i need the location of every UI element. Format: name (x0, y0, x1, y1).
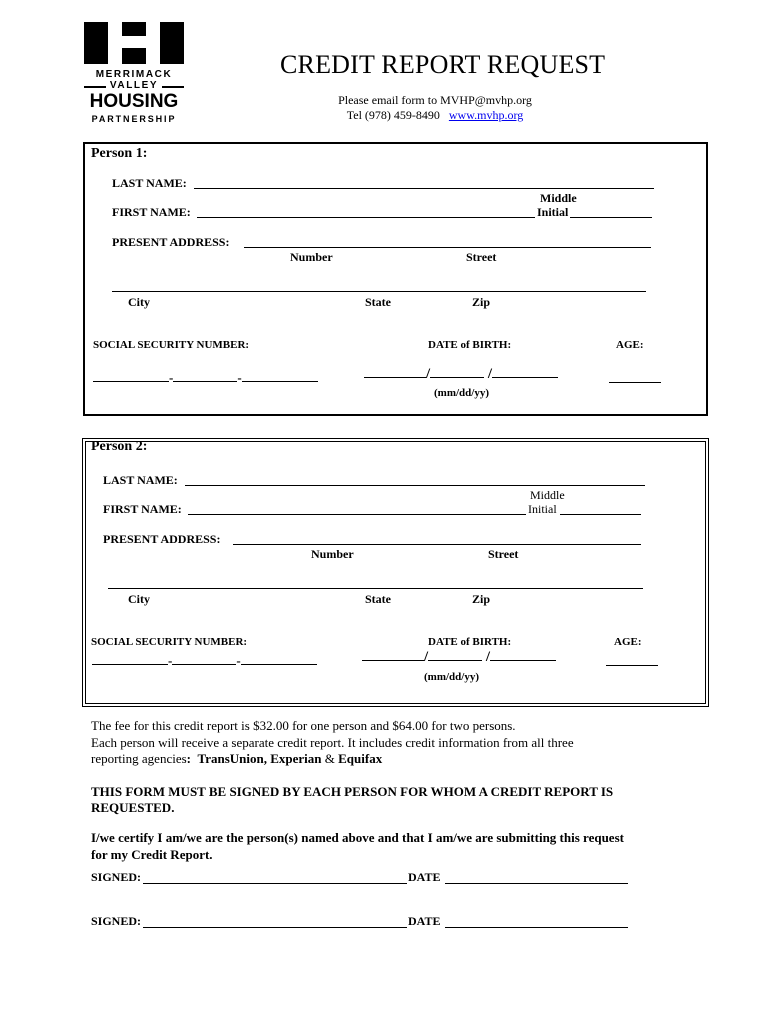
person2-last-name-label: LAST NAME: (103, 473, 178, 487)
contact-email-line: Please email form to MVHP@mvhp.org (338, 93, 532, 107)
person2-state-label: State (365, 592, 391, 606)
person1-ssn-label: SOCIAL SECURITY NUMBER: (93, 339, 250, 351)
person2-middle-label: Middle (530, 488, 565, 502)
fee-line-3: reporting agencies: TransUnion, Experian & Equifax (91, 751, 383, 766)
signature-notice-line-2: REQUESTED. (91, 800, 175, 815)
person1-address-field[interactable] (244, 235, 651, 248)
signature-field-1[interactable] (143, 870, 407, 884)
person1-city-state-zip-field[interactable] (112, 279, 646, 292)
person2-middle-initial-field[interactable] (560, 502, 641, 515)
person1-number-label: Number (290, 250, 333, 264)
person2-city-state-zip-field[interactable] (108, 576, 643, 589)
person2-ssn-field[interactable]: - - (92, 653, 317, 669)
person1-dob-field[interactable]: / / (364, 366, 558, 383)
person2-age-field[interactable] (606, 653, 658, 666)
person2-dob-format: (mm/dd/yy) (424, 671, 479, 683)
person2-dob-label: DATE of BIRTH: (428, 636, 512, 648)
logo-line-housing: HOUSING (89, 91, 179, 112)
person1-first-name-field[interactable] (197, 205, 535, 218)
signed-label-1: SIGNED: (91, 870, 142, 884)
date-field-2[interactable] (445, 914, 628, 928)
person1-state-label: State (365, 295, 391, 309)
person1-present-address-label: PRESENT ADDRESS: (112, 235, 230, 249)
person2-city-label: City (128, 592, 150, 606)
person1-zip-label: Zip (472, 295, 491, 309)
person1-age-field[interactable] (609, 370, 661, 383)
person1-middle-label: Middle (540, 191, 577, 205)
signature-notice-line-1: THIS FORM MUST BE SIGNED BY EACH PERSON FOR WHOM A CREDIT REPORT IS (91, 784, 614, 799)
person2-initial-label: Initial (528, 502, 557, 516)
page-title: CREDIT REPORT REQUEST (280, 50, 606, 79)
person2-address-field[interactable] (233, 532, 641, 545)
date-label-1: DATE (408, 870, 441, 884)
person1-first-name-label: FIRST NAME: (112, 205, 191, 219)
person1-dob-label: DATE of BIRTH: (428, 339, 512, 351)
certification-line-1: I/we certify I am/we are the person(s) named above and that I am/we are submitting this request (91, 830, 624, 845)
fee-line-1: The fee for this credit report is $32.00 for one person and $64.00 for two persons. (91, 718, 516, 733)
certification-line-2: for my Credit Report. (91, 847, 213, 862)
website-link[interactable]: www.mvhp.org (448, 108, 524, 122)
person1-last-name-label: LAST NAME: (112, 176, 187, 190)
person1-ssn-field[interactable]: - - (93, 370, 318, 386)
person1-last-name-field[interactable] (194, 176, 654, 189)
signed-label-2: SIGNED: (91, 914, 142, 928)
person1-middle-initial-field[interactable] (570, 205, 652, 218)
person2-heading: Person 2: (91, 439, 148, 454)
person2-first-name-field[interactable] (188, 502, 526, 515)
contact-tel: Tel (978) 459-8490 (346, 108, 440, 122)
person1-heading: Person 1: (91, 146, 148, 161)
person2-present-address-label: PRESENT ADDRESS: (103, 532, 221, 546)
person2-dob-field[interactable]: / / (362, 649, 556, 666)
logo-line-partnership: PARTNERSHIP (91, 114, 177, 124)
person2-street-label: Street (488, 547, 519, 561)
person2-first-name-label: FIRST NAME: (103, 502, 182, 516)
person2-age-label: AGE: (614, 636, 642, 648)
date-field-1[interactable] (445, 870, 628, 884)
person1-city-label: City (128, 295, 150, 309)
person1-street-label: Street (466, 250, 497, 264)
person2-ssn-label: SOCIAL SECURITY NUMBER: (91, 636, 248, 648)
logo-line-merrimack: MERRIMACK (95, 69, 173, 80)
logo-line-valley: VALLEY (109, 80, 159, 91)
person2-number-label: Number (311, 547, 354, 561)
fee-line-2: Each person will receive a separate credit report. It includes credit information from all three (91, 735, 574, 750)
contact-tel-line (0, 108, 770, 123)
person2-last-name-field[interactable] (185, 473, 645, 486)
person2-zip-label: Zip (472, 592, 491, 606)
person1-age-label: AGE: (616, 339, 644, 351)
date-label-2: DATE (408, 914, 441, 928)
signature-field-2[interactable] (143, 914, 407, 928)
person1-initial-label: Initial (537, 205, 569, 219)
person1-dob-format: (mm/dd/yy) (434, 387, 489, 399)
agency-names: TransUnion, Experian (197, 751, 322, 766)
